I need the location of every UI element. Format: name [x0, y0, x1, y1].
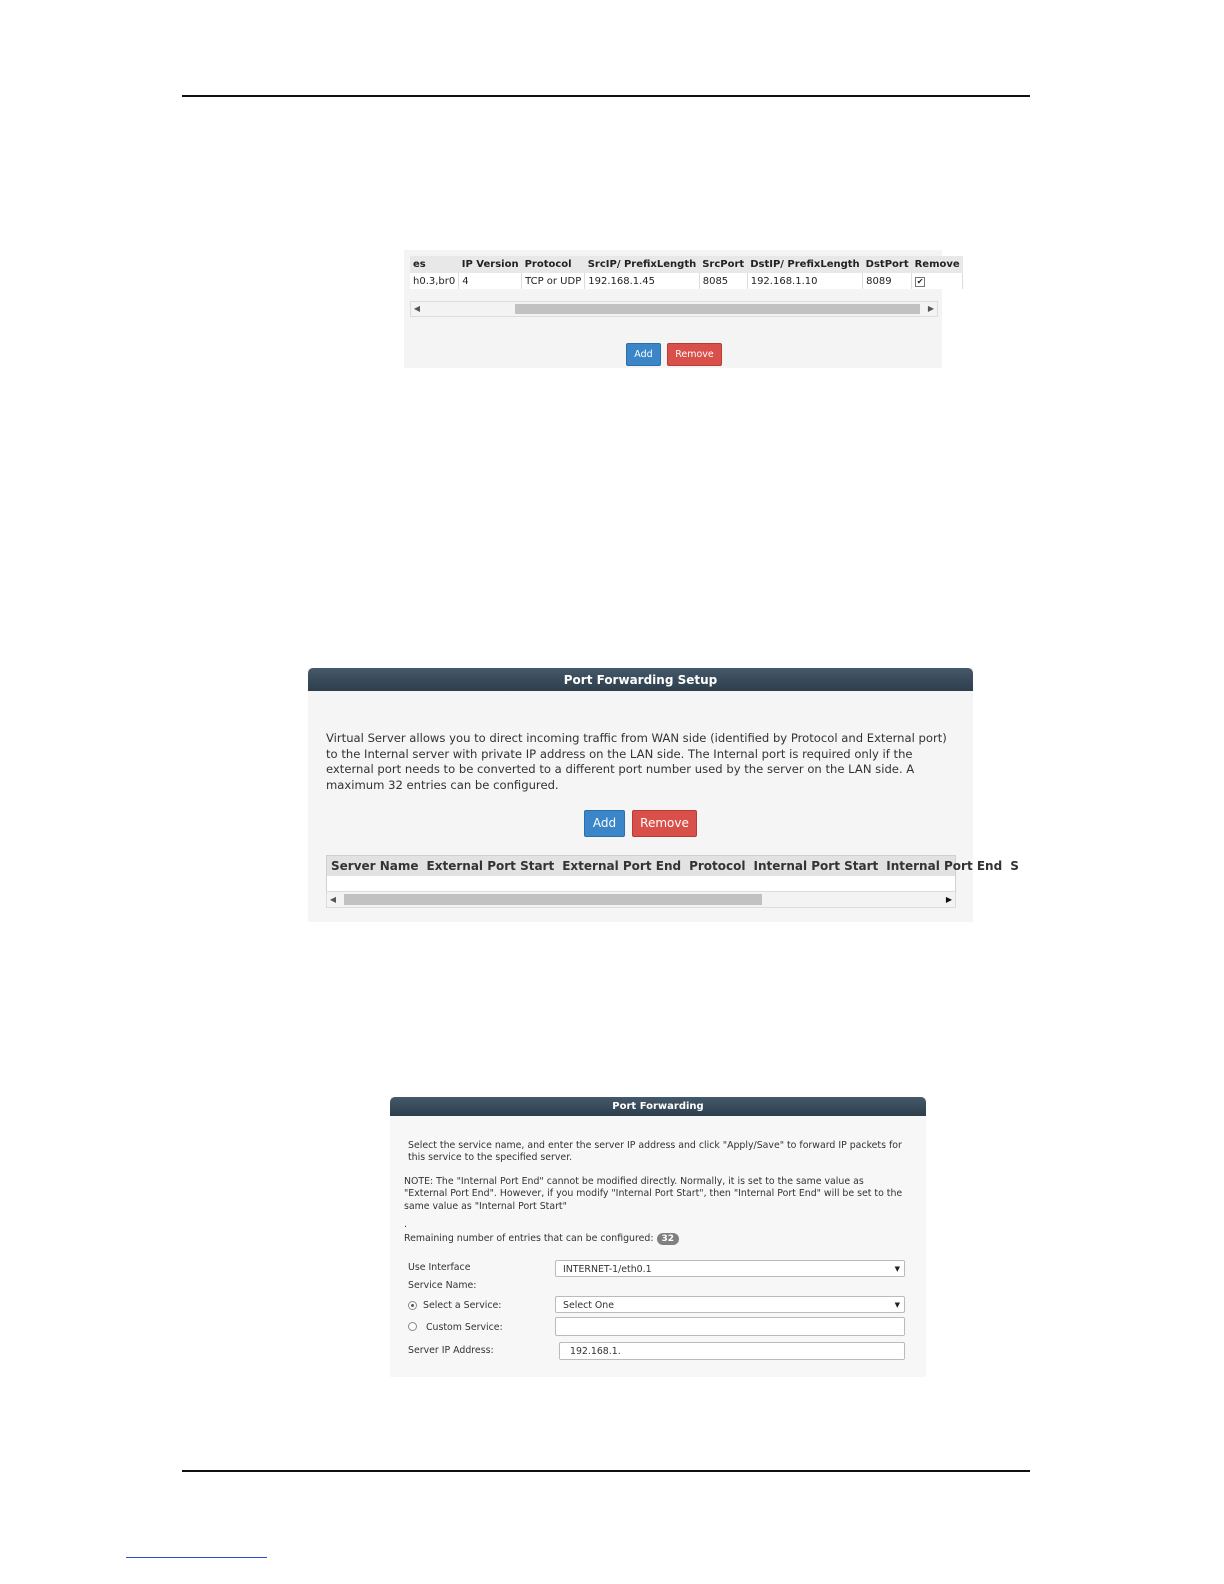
table-cell: TCP or UDP: [522, 273, 585, 289]
remove-button[interactable]: Remove: [632, 810, 697, 837]
server-ip-label: Server IP Address:: [408, 1345, 494, 1356]
table-cell: 4: [459, 273, 522, 289]
panel-title: Port Forwarding: [390, 1097, 926, 1116]
table-cell: 192.168.1.10: [747, 273, 862, 289]
column-header: es: [410, 256, 459, 273]
column-header: S: [1010, 859, 1019, 873]
remove-checkbox[interactable]: ✔: [916, 276, 924, 286]
remaining-count-badge: 32: [657, 1233, 680, 1245]
select-service-value: Select One: [563, 1300, 614, 1311]
port-forwarding-screenshot: [390, 1097, 926, 1377]
table-cell: h0.3,br0: [410, 273, 459, 289]
intro-text: Select the service name, and enter the server IP address and click "Apply/Save" to forward IP packets for this service to the specified server.: [408, 1140, 902, 1164]
scroll-left-icon[interactable]: ◀: [329, 895, 337, 904]
table-cell: 8085: [699, 273, 747, 289]
virtual-server-table-header: [326, 855, 1019, 877]
server-ip-value: 192.168.1.: [570, 1346, 621, 1357]
separator-dot: .: [404, 1219, 407, 1230]
horizontal-scrollbar[interactable]: [326, 891, 956, 908]
column-header: DstIP/ PrefixLength: [747, 256, 862, 273]
add-button[interactable]: Add: [626, 343, 661, 366]
column-header: Protocol: [522, 256, 585, 273]
column-header: Protocol: [689, 859, 746, 873]
column-header: DstPort: [863, 256, 912, 273]
remove-cell: [912, 273, 963, 289]
port-forwarding-setup-screenshot: [308, 668, 1019, 922]
horizontal-scrollbar[interactable]: [410, 301, 938, 317]
server-ip-input[interactable]: [559, 1342, 905, 1360]
column-header: SrcPort: [699, 256, 747, 273]
scrollbar-thumb[interactable]: [344, 894, 762, 905]
custom-service-label: Custom Service:: [426, 1322, 503, 1333]
table-cell: 192.168.1.45: [585, 273, 699, 289]
setup-description: Virtual Server allows you to direct incoming traffic from WAN side (identified by Protocol and External port) to the Internal server with private IP address on the LAN side. The Internal port is required only if the external port needs to be converted to a different port number used by the server on the LAN side. A maximum 32 entries can be configured.: [326, 731, 947, 792]
panel-title: Port Forwarding Setup: [308, 668, 973, 691]
chevron-down-icon: ▼: [894, 1301, 900, 1309]
column-header: SrcIP/ PrefixLength: [585, 256, 699, 273]
table-cell: 8089: [863, 273, 912, 289]
footer-link-underline[interactable]: [126, 1557, 267, 1558]
column-header: Internal Port End: [886, 859, 1003, 873]
scroll-right-icon[interactable]: ▶: [927, 304, 935, 313]
policy-table-header: [410, 256, 963, 273]
column-header: Server Name: [331, 859, 419, 873]
scroll-right-icon[interactable]: ▶: [945, 895, 953, 904]
select-service-select[interactable]: [555, 1296, 905, 1313]
remove-button[interactable]: Remove: [667, 343, 722, 366]
use-interface-value: INTERNET-1/eth0.1: [563, 1264, 652, 1275]
policy-table: [410, 256, 963, 289]
policy-table-screenshot: [404, 250, 960, 368]
table-row: [410, 273, 963, 289]
column-header: Remove: [912, 256, 963, 273]
custom-service-radio[interactable]: [408, 1322, 417, 1331]
chevron-down-icon: ▼: [894, 1265, 900, 1273]
select-service-radio[interactable]: [408, 1301, 417, 1310]
column-header: Internal Port Start: [753, 859, 879, 873]
scrollbar-thumb[interactable]: [515, 304, 920, 314]
remaining-entries: [404, 1233, 679, 1245]
select-service-label: Select a Service:: [423, 1300, 502, 1311]
use-interface-label: Use Interface: [408, 1262, 471, 1273]
footer-rule: [182, 1470, 1030, 1472]
column-header: External Port Start: [426, 859, 555, 873]
column-header: IP Version: [459, 256, 522, 273]
note-text: NOTE: The "Internal Port End" cannot be modified directly. Normally, it is set to the same value as "External Port End". However, if you modify "Internal Port Start", then "Internal Port End" will be set to the same value as "Internal Port Start": [404, 1176, 903, 1212]
custom-service-input[interactable]: [555, 1317, 905, 1336]
remaining-label: Remaining number of entries that can be configured:: [404, 1233, 654, 1244]
column-header: External Port End: [562, 859, 682, 873]
virtual-server-table-body: [326, 876, 956, 891]
header-rule: [182, 95, 1030, 97]
service-name-label: Service Name:: [408, 1280, 477, 1291]
add-button[interactable]: Add: [584, 810, 625, 837]
use-interface-select[interactable]: [555, 1260, 905, 1277]
scroll-left-icon[interactable]: ◀: [413, 304, 421, 313]
